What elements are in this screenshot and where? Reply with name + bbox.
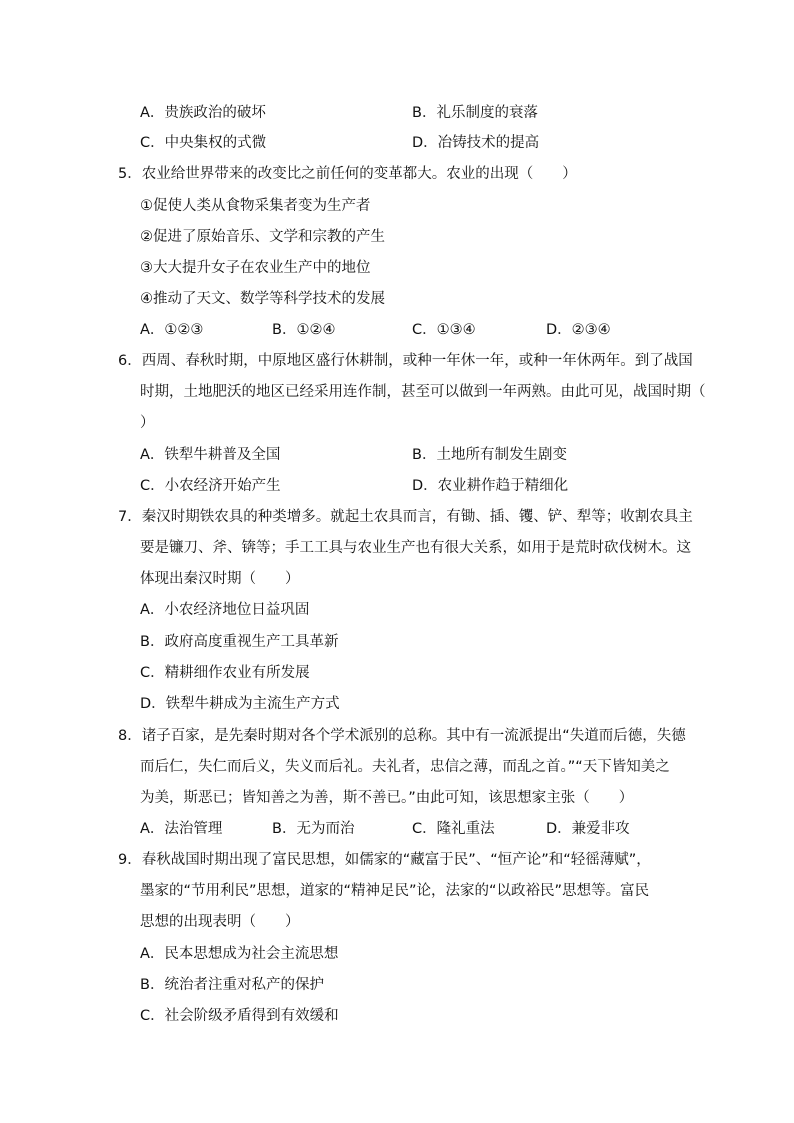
q9-option-b: B．统治者注重对私产的保护 (140, 977, 324, 993)
q7-stem-line-1: 7．秦汉时期铁农具的种类增多。就起土农具而言，有锄、插、䦆、铲、犁等；收割农具主 (118, 509, 693, 525)
q4-option-b: B．礼乐制度的衰落 (412, 105, 538, 121)
q9-stem-line-1: 9．春秋战国时期出现了富民思想，如儒家的“藏富于民”、“恒产论”和“轻徭薄赋”， (118, 852, 651, 868)
q4-option-d: D．冶铸技术的提高 (412, 135, 540, 151)
q6-option-a: A．铁犁牛耕普及全国 (140, 447, 281, 463)
q8-stem-line-1: 8．诸子百家，是先秦时期对各个学术派别的总称。其中有一流派提出“失道而后德，失德 (118, 728, 686, 744)
q7-option-d: D．铁犁牛耕成为主流生产方式 (140, 696, 340, 712)
q5-option-d: D．②③④ (546, 322, 611, 338)
q6-stem-line-2: 时期，土地肥沃的地区已经采用连作制，甚至可以做到一年两熟。由此可见，战国时期（ (140, 384, 706, 400)
q5-option-b: B．①②④ (272, 322, 336, 338)
q6-option-d: D．农业耕作趋于精细化 (412, 478, 569, 494)
q5-item-4: ④推动了天文、数学等科学技术的发展 (140, 291, 385, 307)
q7-option-c: C．精耕细作农业有所发展 (140, 665, 310, 681)
q5-item-3: ③大大提升女子在农业生产中的地位 (140, 260, 371, 276)
q5-item-1: ①促使人类从食物采集者变为生产者 (140, 198, 371, 214)
q9-option-c: C．社会阶级矛盾得到有效缓和 (140, 1008, 339, 1024)
q7-option-b: B．政府高度重视生产工具革新 (140, 634, 339, 650)
q8-stem-line-2: 而后仁，失仁而后义，失义而后礼。夫礼者，忠信之薄，而乱之首。”“天下皆知美之 (140, 759, 670, 775)
q5-option-c: C．①③④ (412, 322, 476, 338)
q5-stem: 5．农业给世界带来的改变比之前任何的变革都大。农业的出现（ ） (118, 166, 577, 182)
q9-stem-line-3: 思想的出现表明（ ） (140, 914, 300, 930)
q8-stem-line-3: 为美，斯恶已；皆知善之为善，斯不善已。”由此可知，该思想家主张（ ） (140, 790, 634, 806)
q6-stem-line-1: 6．西周、春秋时期，中原地区盛行休耕制，或种一年休一年，或种一年休两年。到了战国 (118, 353, 693, 369)
q6-stem-line-3: ） (140, 415, 155, 431)
q6-option-c: C．小农经济开始产生 (140, 478, 281, 494)
q5-item-2: ②促进了原始音乐、文学和宗教的产生 (140, 229, 385, 245)
q4-option-c: C．中央集权的式微 (140, 135, 267, 151)
q9-option-a: A．民本思想成为社会主流思想 (140, 946, 339, 962)
q9-stem-line-2: 墨家的“节用利民”思想，道家的“精神足民”论，法家的“以政裕民”思想等。富民 (140, 883, 650, 899)
q8-option-c: C．隆礼重法 (412, 821, 495, 837)
q7-option-a: A．小农经济地位日益巩固 (140, 602, 310, 618)
q8-option-b: B．无为而治 (272, 821, 355, 837)
q6-option-b: B．土地所有制发生剧变 (412, 447, 567, 463)
q4-option-a: A．贵族政治的破坏 (140, 105, 266, 121)
q7-stem-line-3: 体现出秦汉时期（ ） (140, 571, 300, 587)
q5-option-a: A．①②③ (140, 322, 204, 338)
q7-stem-line-2: 要是镰刀、斧、锛等；手工工具与农业生产也有很大关系，如用于是荒时砍伐树木。这 (140, 540, 691, 556)
q8-option-d: D．兼爱非攻 (546, 821, 630, 837)
q8-option-a: A．法治管理 (140, 821, 223, 837)
